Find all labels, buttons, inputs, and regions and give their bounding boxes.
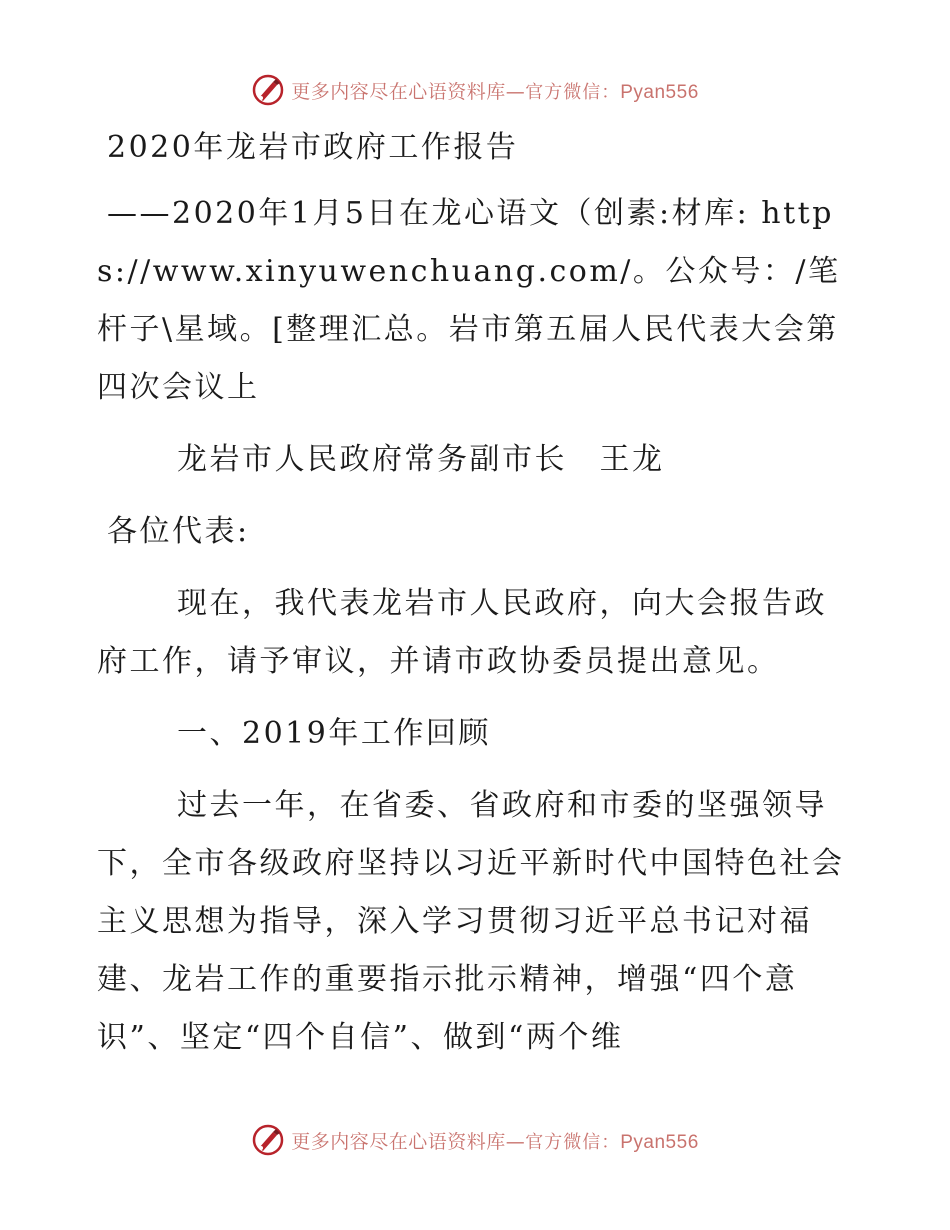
banner-separator: —: [505, 1130, 526, 1153]
intro-paragraph: 现在，我代表龙岩市人民政府，向大会报告政府工作，请予审议，并请市政协委员提出意见。: [97, 586, 827, 679]
section-heading: 一、2019年工作回顾: [177, 716, 491, 751]
banner-main-text: 更多内容尽在心语资料库: [291, 80, 506, 103]
banner-wechat-label: 官方微信：: [525, 81, 621, 103]
body-paragraph: 过去一年，在省委、省政府和市委的坚强领导下，全市各级政府坚持以习近平新时代中国特色社会主义思想为指导，深入学习贯彻习近平总书记对福建、龙岩工作的重要指示批示精神，增强“四个意识”、坚定“四个自信”、做到“两个维: [97, 788, 845, 1055]
header-banner: [0, 70, 950, 110]
document-title: 2020年龙岩市政府工作报告: [107, 130, 519, 165]
banner-wechat-id: Pyan556: [620, 1131, 699, 1153]
banner-separator: —: [505, 80, 526, 103]
banner-wechat-id: Pyan556: [620, 81, 699, 103]
document-body: [97, 125, 853, 1081]
salutation: 各位代表:: [107, 514, 250, 549]
banner-main-text: 更多内容尽在心语资料库: [291, 1130, 506, 1153]
speaker-signature: 龙岩市人民政府常务副市长 王龙: [177, 442, 665, 477]
banner-text: [291, 1127, 699, 1154]
banner-wechat-label: 官方微信：: [525, 1131, 621, 1153]
document-subtitle: ——2020年1月5日在龙心语文（创素:材库: https://www.xinyuwenchuang.com/。公众号：/笔杆子\星域。[整理汇总。岩市第五届人民代表大会第四次会议上: [97, 196, 841, 405]
banner-text: [291, 77, 699, 104]
pen-logo-icon: [251, 1123, 285, 1157]
footer-banner: [0, 1120, 950, 1160]
pen-logo-icon: [251, 73, 285, 107]
